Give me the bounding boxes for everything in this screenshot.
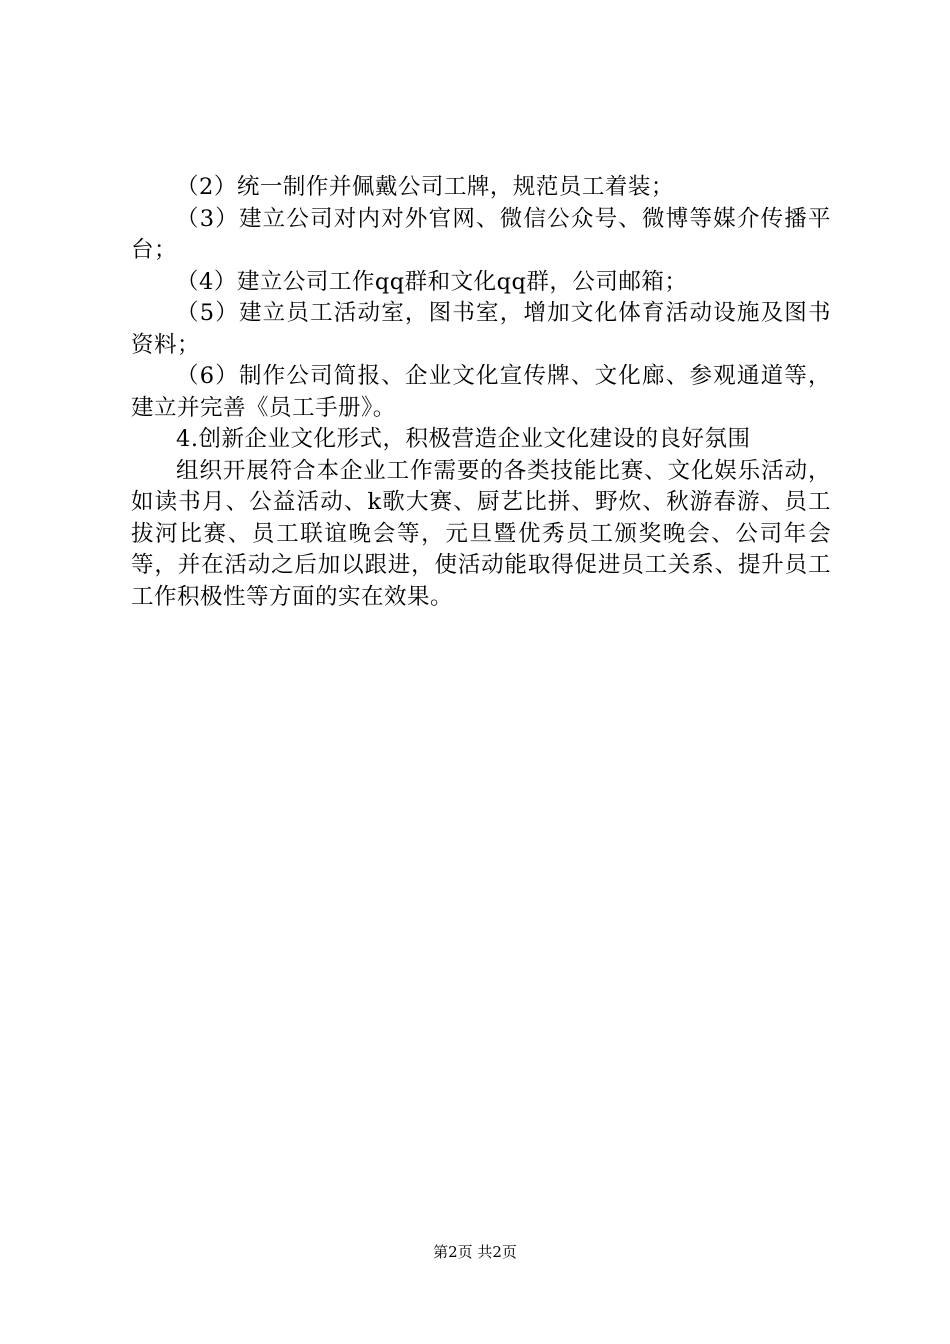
body-paragraph: 组织开展符合本企业工作需要的各类技能比赛、文化娱乐活动，如读书月、公益活动、k歌大赛、厨艺比拼、野炊、秋游春游、员工拔河比赛、员工联谊晚会等，元旦暨优秀员工颁奖晚会、公司年会等，并在活动之后加以跟进，使活动能取得促进员工关系、提升员工工作积极性等方面的实在效果。	[131, 457, 831, 610]
list-item-4: （4）建立公司工作qq群和文化qq群，公司邮箱；	[176, 268, 688, 295]
document-body	[131, 172, 831, 613]
list-item-5: （5）建立员工活动室，图书室，增加文化体育活动设施及图书资料；	[131, 300, 831, 358]
list-item-3: （3）建立公司对内对外官网、微信公众号、微博等媒介传播平台；	[131, 205, 831, 263]
list-item-6: （6）制作公司简报、企业文化宣传牌、文化廊、参观通道等，建立并完善《员工手册》。	[131, 363, 831, 421]
page-footer: 第2页 共2页	[433, 1243, 517, 1261]
list-item-2: （2）统一制作并佩戴公司工牌，规范员工着装；	[176, 174, 674, 200]
section-heading: 4.创新企业文化形式，积极营造企业文化建设的良好氛围	[176, 426, 751, 452]
